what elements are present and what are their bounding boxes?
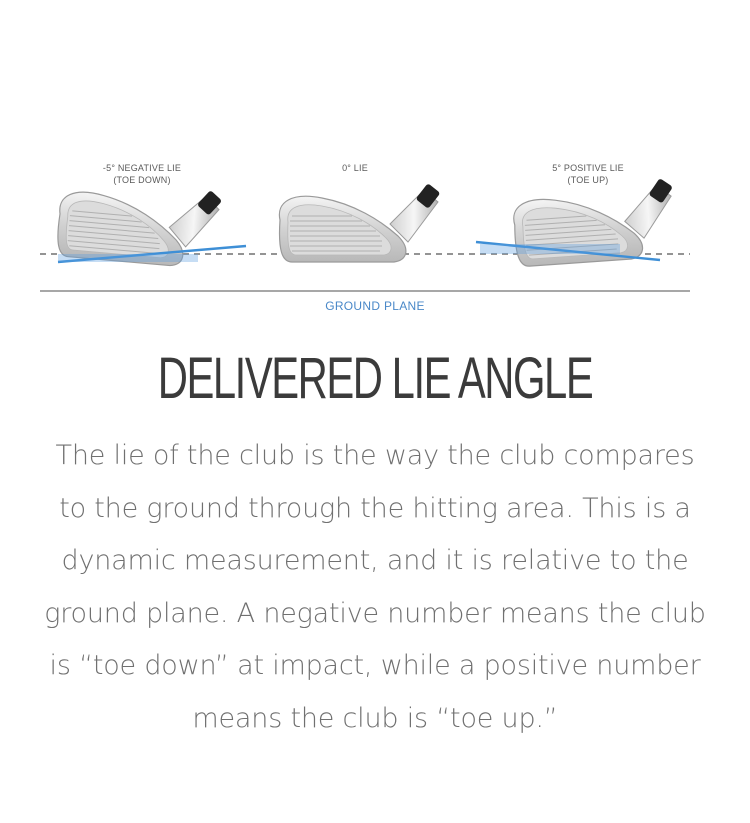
description-text: The lie of the club is the way the club compares to the ground through the hitting area. This is a dynamic measurement, and it is relative to the ground plane. A negative number means the club is “toe down” at impact, while a positive number means the club is “toe up.” bbox=[44, 440, 706, 734]
negative-lie-highlight bbox=[58, 254, 198, 262]
lie-angle-diagram bbox=[0, 150, 750, 320]
positive-lie-label-line2: (TOE UP) bbox=[567, 175, 609, 185]
page-title: DELIVERED LIE ANGLE bbox=[157, 346, 593, 411]
ground-plane-label: GROUND PLANE bbox=[325, 299, 425, 313]
zero-lie-label-line1: 0° LIE bbox=[342, 163, 368, 173]
clubs-illustration bbox=[0, 150, 750, 320]
negative-lie-label-line2: (TOE DOWN) bbox=[113, 175, 171, 185]
zero-lie-club bbox=[279, 183, 440, 262]
negative-lie-label-line1: -5° NEGATIVE LIE bbox=[102, 163, 182, 173]
positive-lie-label-line1: 5° POSITIVE LIE bbox=[552, 163, 624, 173]
positive-lie-highlight bbox=[480, 244, 620, 254]
